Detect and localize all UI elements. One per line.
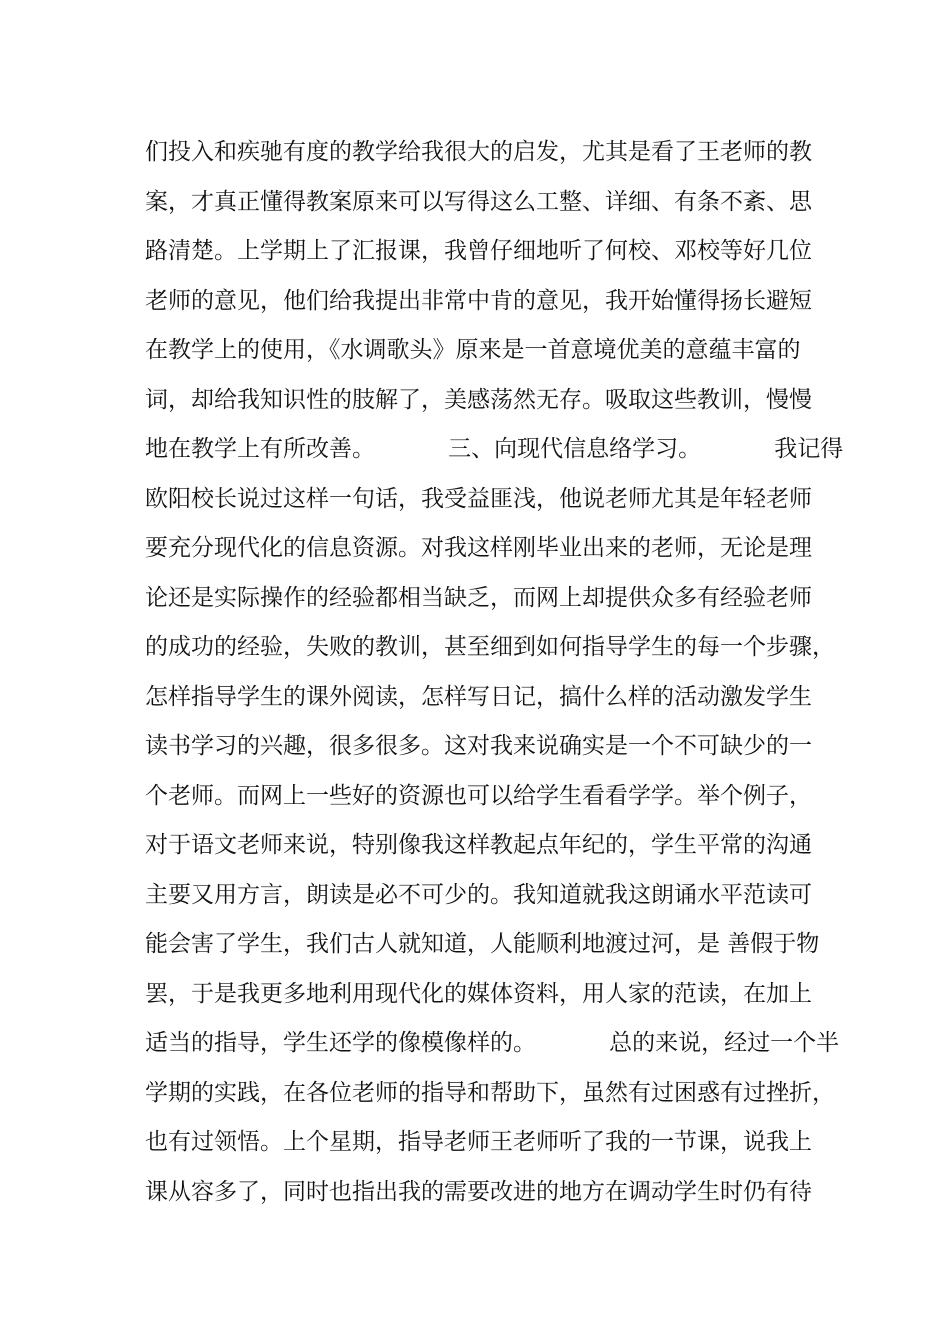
text-line-9: 要充分现代化的信息资源。对我这样刚毕业出来的老师，无论是理 [145, 535, 812, 561]
text-line-22: 课从容多了，同时也指出我的需要改进的地方在调动学生时仍有待 [145, 1178, 812, 1205]
text-line-15: 对于语文老师来说，特别像我这样教起点年纪的，学生平常的沟通 [145, 832, 812, 858]
text-line-1: 们投入和疾驰有度的教学给我很大的启发，尤其是看了王老师的教 [145, 139, 812, 165]
text-line-5: 在教学上的使用，《水调歌头》原来是一首意境优美的意蕴丰富的 [145, 337, 801, 363]
text-line-12: 怎样指导学生的课外阅读，怎样写日记，搞什么样的活动激发学生 [145, 683, 812, 710]
body-text [145, 128, 844, 1217]
text-line-6: 词，却给我知识性的肢解了，美感荡然无存。吸取这些教训，慢慢 [145, 386, 812, 413]
text-line-3: 路清楚。上学期上了汇报课，我曾仔细地听了何校、邓校等好几位 [145, 238, 812, 264]
text-line-11: 的成功的经验，失败的教训，甚至细到如何指导学生的每一个步骤， [145, 634, 835, 660]
text-line-19: 适当的指导，学生还学的像模像样的。 总的来说，经过一个半 [145, 1030, 840, 1056]
text-line-8: 欧阳校长说过这样一句话，我受益匪浅，他说老师尤其是年轻老师 [145, 485, 812, 512]
text-line-17: 能会害了学生，我们古人就知道，人能顺利地渡过河，是 善假于物 [145, 931, 820, 957]
text-line-14: 个老师。而网上一些好的资源也可以给学生看看学学。举个例子， [145, 782, 812, 809]
text-line-13: 读书学习的兴趣，很多很多。这对我来说确实是一个不可缺少的一 [145, 733, 812, 759]
text-line-18: 罢，于是我更多地利用现代化的媒体资料，用人家的范读，在加上 [145, 980, 812, 1007]
text-line-20: 学期的实践，在各位老师的指导和帮助下，虽然有过困惑有过挫折， [145, 1079, 835, 1106]
text-line-7: 地在教学上有所改善。 三、向现代信息络学习。 我记得 [145, 436, 844, 462]
text-line-10: 论还是实际操作的经验都相当缺乏，而网上却提供众多有经验老师 [145, 584, 812, 611]
text-line-4: 老师的意见，他们给我提出非常中肯的意见，我开始懂得扬长避短 [145, 287, 812, 314]
text-line-21: 也有过领悟。上个星期，指导老师王老师听了我的一节课，说我上 [145, 1129, 812, 1155]
text-line-2: 案，才真正懂得教案原来可以写得这么工整、详细、有条不紊、思 [145, 188, 812, 215]
text-line-16: 主要又用方言，朗读是必不可少的。我知道就我这朗诵水平范读可 [145, 881, 812, 908]
